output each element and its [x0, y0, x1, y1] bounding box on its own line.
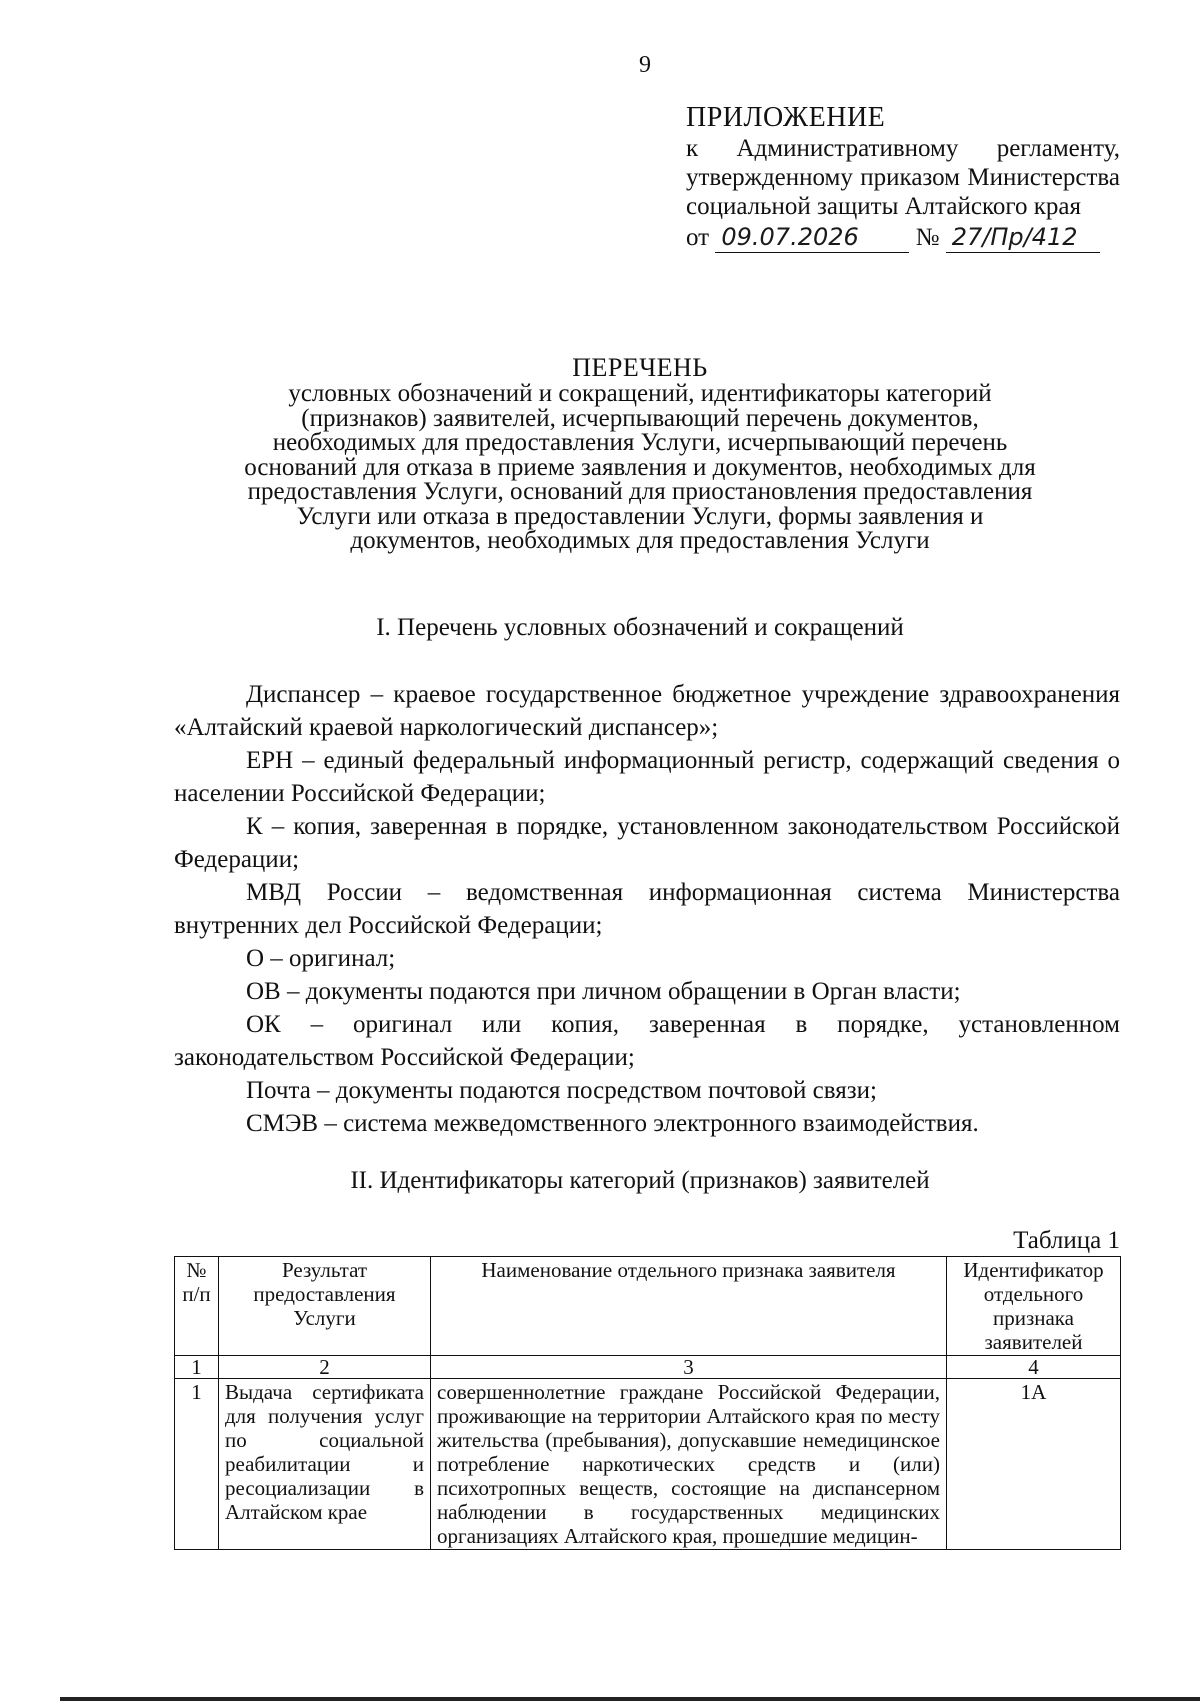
abbreviation-item: ЕРН – единый федеральный информационный регистр, содержащий сведения о населении Российской Федерации;: [174, 747, 1120, 807]
list-subtitle: условных обозначений и сокращений, идентификаторы категорий (признаков) заявителей, исчерпывающий перечень документов, необходимых для предоставления Услуги, исчерпывающий перечень оснований для отказа в приеме заявления и документов, необходимых для предоставления Услуги, оснований для приостановления предоставления Услуги или отказа в предоставлении Услуги, формы заявления и документов, необходимых для предоставления Услуги: [244, 380, 1036, 554]
abbreviation-item: К – копия, заверенная в порядке, установленном законодательством Российской Федерации;: [174, 813, 1120, 873]
row-num: 1: [175, 1379, 219, 1550]
section2-heading: II. Идентификаторы категорий (признаков) заявителей: [350, 1167, 930, 1194]
header-num: № п/п: [175, 1257, 219, 1356]
column-number: 3: [431, 1356, 947, 1379]
date-prefix: от: [686, 224, 710, 251]
table-label: Таблица 1: [1013, 1227, 1120, 1254]
column-number: 2: [219, 1356, 431, 1379]
abbreviation-item: Диспансер – краевое государственное бюджетное учреждение здравоохранения «Алтайский краевой наркологический диспансер»;: [174, 681, 1120, 741]
header-feature: Наименование отдельного признака заявителя: [431, 1257, 947, 1356]
column-number-row: [175, 1356, 1121, 1379]
handwritten-number: 27/Пр/412: [946, 223, 1100, 253]
abbreviations-list: [174, 678, 1120, 1140]
row-feature: совершеннолетние граждане Российской Федерации, проживающие на территории Алтайского края по месту жительства (пребывания), допускавшие немедицинское потребление наркотических средств и (или) психотропных веществ, состоящие на диспансерном наблюдении в государственных медицинских организациях Алтайского края, прошедшие медицин-: [431, 1379, 947, 1550]
header-result: Результат предоставления Услуги: [219, 1257, 431, 1356]
abbreviation-item: Почта – документы подаются посредством почтовой связи;: [246, 1077, 877, 1104]
abbreviation-item: СМЭВ – система межведомственного электронного взаимодействия.: [246, 1110, 979, 1137]
page-number: 9: [639, 52, 651, 78]
appendix-reference: к Административному регламенту, утвержденному приказом Министерства социальной защиты Алтайского края: [686, 135, 1120, 220]
appendix-block: [686, 102, 1120, 253]
abbreviation-item: МВД России – ведомственная информационная система Министерства внутренних дел Российской Федерации;: [174, 879, 1120, 939]
table-header-row: [175, 1257, 1121, 1356]
list-title: ПЕРЕЧЕНЬ: [572, 353, 708, 382]
appendix-title: ПРИЛОЖЕНИЕ: [686, 102, 886, 133]
column-number: 4: [947, 1356, 1121, 1379]
appendix-dateline: [686, 223, 1120, 253]
abbreviation-item: ОК – оригинал или копия, заверенная в порядке, установленном законодательством Российской Федерации;: [174, 1011, 1120, 1071]
section1-heading: I. Перечень условных обозначений и сокращений: [376, 614, 904, 641]
header-identifier: Идентификатор отдельного признака заявителей: [947, 1257, 1121, 1356]
table-row: [175, 1379, 1121, 1550]
row-identifier: 1А: [947, 1379, 1121, 1550]
number-sign: №: [915, 224, 940, 251]
row-result: Выдача сертификата для получения услуг по социальной реабилитации и ресоциализации в Алтайском крае: [219, 1379, 431, 1550]
applicant-categories-table: [174, 1256, 1121, 1550]
page-bottom-edge: [60, 1697, 1200, 1701]
column-number: 1: [175, 1356, 219, 1379]
abbreviation-item: О – оригинал;: [246, 945, 396, 972]
abbreviation-item: ОВ – документы подаются при личном обращении в Орган власти;: [246, 978, 961, 1005]
handwritten-date: 09.07.2026: [715, 223, 909, 253]
